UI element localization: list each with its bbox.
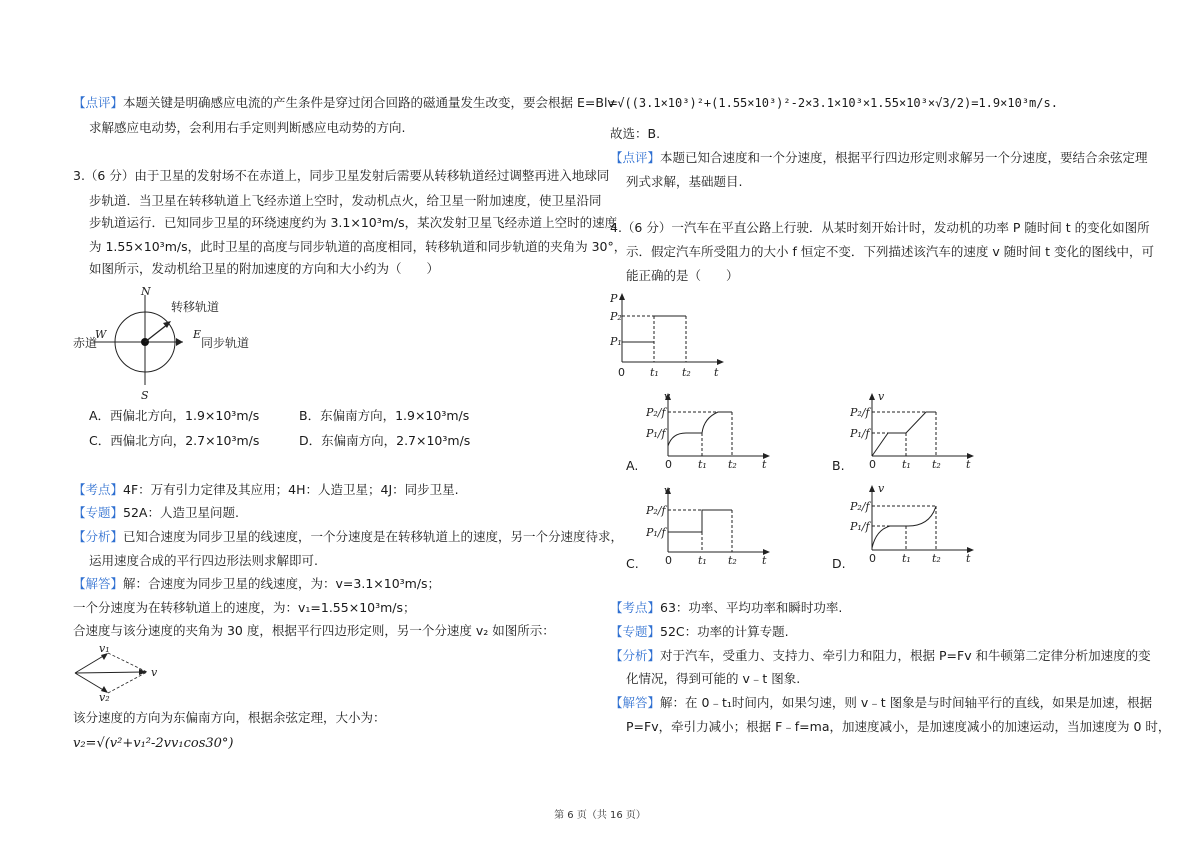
right-column (610, 0, 1171, 848)
question-3-line-4: 为 1.55×10³m/s，此时卫星的高度与同步轨道的高度相同，转移轨道和同步轨道的夹角为 30°， (89, 239, 627, 254)
graph-b-v-label: v (878, 390, 885, 403)
graph-b-label[interactable]: B. (832, 458, 845, 473)
graph-b-t: t (966, 458, 971, 470)
t2-label: t₂ (682, 366, 691, 379)
comment2-line-2: 列式求解，基础题目. (626, 174, 743, 189)
fenxi-line-2: 运用速度合成的平行四边形法则求解即可. (89, 553, 318, 568)
fenxi-tag: 【分析】 (73, 529, 124, 544)
jieda2-text: 解：在 0﹣t₁时间内，如果匀速，则 v﹣t 图象是与时间轴平行的直线，如果是加速，根据 (660, 695, 1153, 710)
kaodian-line (73, 484, 459, 497)
v-vector (75, 672, 143, 673)
graph-b-p2f-label: P₂/f (850, 406, 870, 419)
p1-label: P₁ (610, 335, 622, 348)
zhuanti2-tag: 【专题】 (610, 624, 661, 639)
option-c[interactable]: C．西偏北方向，2.7×10³m/s (89, 433, 260, 448)
graph-a-origin: 0 (665, 458, 672, 470)
question-3-line-3: 步轨道运行．已知同步卫星的环绕速度约为 3.1×10³m/s，某次发射卫星飞经赤道上空时的速度 (89, 215, 618, 230)
graph-c-t1: t₁ (698, 554, 707, 566)
north-label: N (141, 285, 151, 298)
graph-d-t1: t₁ (902, 552, 911, 565)
power-time-graph (610, 290, 740, 380)
comment-line-1 (73, 97, 615, 110)
graph-d-t2: t₂ (932, 552, 941, 565)
kaodian-tag: 【考点】 (73, 482, 124, 497)
transfer-orbit-label: 转移轨道 (171, 300, 220, 314)
graph-c-p1f-label: P₁/f (646, 526, 666, 539)
orbit-figure (73, 285, 273, 403)
east-label: E (193, 328, 202, 341)
fenxi2-text: 对于汽车，受重力、支持力、牵引力和阻力，根据 P=Fv 和牛顿第二定律分析加速度的变 (660, 648, 1151, 663)
kaodian2-line (610, 602, 842, 615)
question-4-line-2: 示．假定汽车所受阻力的大小 f 恒定不变．下列描述该汽车的速度 v 随时间 t 变化的图线中，可 (626, 244, 1155, 259)
comment-text: 本题关键是明确感应电流的产生条件是穿过闭合回路的磁通量发生改变，要会根据 E=Blv (123, 95, 615, 110)
question-3-line-1: 3.（6 分）由于卫星的发射场不在赤道上，同步卫星发射后需要从转移轨道经过调整再进入地球同 (73, 168, 610, 183)
origin-label: 0 (618, 366, 625, 379)
jieda-line (73, 578, 440, 591)
vector-diagram (73, 643, 183, 701)
graph-b-origin: 0 (869, 458, 876, 470)
graph-d-label[interactable]: D. (832, 556, 846, 571)
graph-a-t: t (762, 458, 767, 470)
graph-a-curve (668, 412, 732, 446)
zhuanti-line (73, 507, 239, 520)
option-b[interactable]: B．东偏南方向，1.9×10³m/s (299, 408, 470, 423)
equator-label: 赤道 (73, 336, 98, 350)
fenxi-text: 已知合速度为同步卫星的线速度，一个分速度是在转移轨道上的速度，另一个分速度待求， (123, 529, 624, 544)
west-label: W (95, 328, 107, 341)
graph-c-t: t (762, 554, 767, 566)
graph-b-t1: t₁ (902, 458, 911, 470)
option-a[interactable]: A．西偏北方向，1.9×10³m/s (89, 408, 260, 423)
jieda2-line-1 (610, 697, 1152, 710)
graph-a-label[interactable]: A. (626, 458, 639, 473)
graph-c (646, 484, 776, 566)
south-label: S (141, 389, 149, 402)
zhuanti-tag: 【专题】 (73, 505, 124, 520)
zhuanti2-text: 52C：功率的计算专题. (660, 624, 789, 639)
sync-orbit-label: 同步轨道 (201, 336, 250, 350)
zhuanti-text: 52A：人造卫星问题. (123, 505, 239, 520)
page-footer: 第 6 页（共 16 页） (554, 810, 646, 821)
kaodian2-tag: 【考点】 (610, 600, 661, 615)
graph-d-t: t (966, 552, 971, 565)
answer-line: 故选：B. (610, 126, 661, 141)
jieda2-tag: 【解答】 (610, 695, 661, 710)
comment-tag: 【点评】 (73, 95, 124, 110)
comment2-tag: 【点评】 (610, 150, 661, 165)
kaodian2-text: 63：功率、平均功率和瞬时功率. (660, 600, 843, 615)
v2-label: v₂ (99, 691, 110, 701)
graph-c-origin: 0 (665, 554, 672, 566)
comment-line-2: 求解感应电动势，会利用右手定则判断感应电动势的方向. (89, 120, 406, 135)
graph-d-p2f-label: P₂/f (850, 500, 870, 513)
graph-a-t1: t₁ (698, 458, 707, 470)
comment2-line-1 (610, 152, 1148, 165)
v1-label: v₁ (99, 643, 110, 655)
kaodian-text: 4F：万有引力定律及其应用；4H：人造卫星；4J：同步卫星. (123, 482, 459, 497)
option-d[interactable]: D．东偏南方向，2.7×10³m/s (299, 433, 471, 448)
p-axis-label: P (610, 292, 618, 305)
fenxi2-line-2: 化情况，得到可能的 v﹣t 图象. (626, 671, 801, 686)
question-3-line-5: 如图所示，发动机给卫星的附加速度的方向和大小约为（ ） (89, 261, 440, 276)
direction-line: 该分速度的方向为东偏南方向，根据余弦定理，大小为： (73, 710, 386, 725)
graph-d-p1f-label: P₁/f (850, 520, 870, 533)
graph-a-t2: t₂ (728, 458, 737, 470)
graph-c-p2f-label: P₂/f (646, 504, 666, 517)
v1-line: 一个分速度为在转移轨道上的速度，为：v₁=1.55×10³m/s； (73, 600, 416, 615)
v2-vector (75, 673, 105, 691)
graph-c-v-label: v (664, 484, 671, 497)
jieda-text: 解：合速度为同步卫星的线速度，为：v=3.1×10³m/s； (123, 576, 441, 591)
zhuanti2-line (610, 626, 789, 639)
graph-b-curve (872, 412, 936, 456)
graph-c-label[interactable]: C. (626, 556, 639, 571)
graph-a-p2f-label: P₂/f (646, 406, 666, 419)
fenxi2-tag: 【分析】 (610, 648, 661, 663)
t-axis-label: t (714, 366, 719, 379)
graph-b (850, 390, 980, 470)
graph-d-curve (872, 506, 936, 548)
p2-label: P₂ (610, 310, 622, 323)
graph-d-origin: 0 (869, 552, 876, 565)
v-label: v (151, 666, 158, 679)
east-arrowhead (176, 338, 183, 346)
graph-c-t2: t₂ (728, 554, 737, 566)
jieda2-line-2: P=Fv，牵引力减小；根据 F﹣f=ma，加速度减小，是加速度减小的加速运动，当加速度为 0 时， (626, 719, 1171, 734)
question-3-line-2: 步轨道．当卫星在转移轨道上飞经赤道上空时，发动机点火，给卫星一附加速度，使卫星沿同 (89, 193, 602, 208)
graph-d (850, 482, 980, 566)
jieda-tag: 【解答】 (73, 576, 124, 591)
cosine-formula-2: =√((3.1×10³)²+(1.55×10³)²-2×3.1×10³×1.55×10³×√3/2)=1.9×10³m/s. (610, 96, 1058, 110)
angle-line: 合速度与该分速度的夹角为 30 度，根据平行四边形定则，另一个分速度 v₂ 如图所示： (73, 623, 555, 638)
graph-c-curve (668, 510, 732, 532)
fenxi-line-1 (73, 531, 623, 544)
graph-a (646, 390, 776, 470)
cosine-formula-1: v₂=√(v²+v₁²-2vv₁cos30°) (73, 736, 234, 751)
fenxi2-line-1 (610, 650, 1151, 663)
graph-d-v-label: v (878, 482, 885, 495)
parallelogram-edge-1 (108, 653, 147, 672)
graph-b-p1f-label: P₁/f (850, 427, 870, 440)
graph-a-p1f-label: P₁/f (646, 427, 666, 440)
graph-a-v-label: v (664, 390, 671, 403)
comment2-text: 本题已知合速度和一个分速度，根据平行四边形定则求解另一个分速度，要结合余弦定理 (660, 150, 1148, 165)
parallelogram-edge-2 (108, 672, 147, 693)
t1-label: t₁ (650, 366, 659, 379)
v1-vector (75, 655, 105, 673)
question-4-line-1: 4.（6 分）一汽车在平直公路上行驶．从某时刻开始计时，发动机的功率 P 随时间 t 的变化如图所 (610, 220, 1150, 235)
graph-b-t2: t₂ (932, 458, 941, 470)
question-4-line-3: 能正确的是（ ） (626, 268, 739, 283)
transfer-direction-line (145, 324, 168, 342)
